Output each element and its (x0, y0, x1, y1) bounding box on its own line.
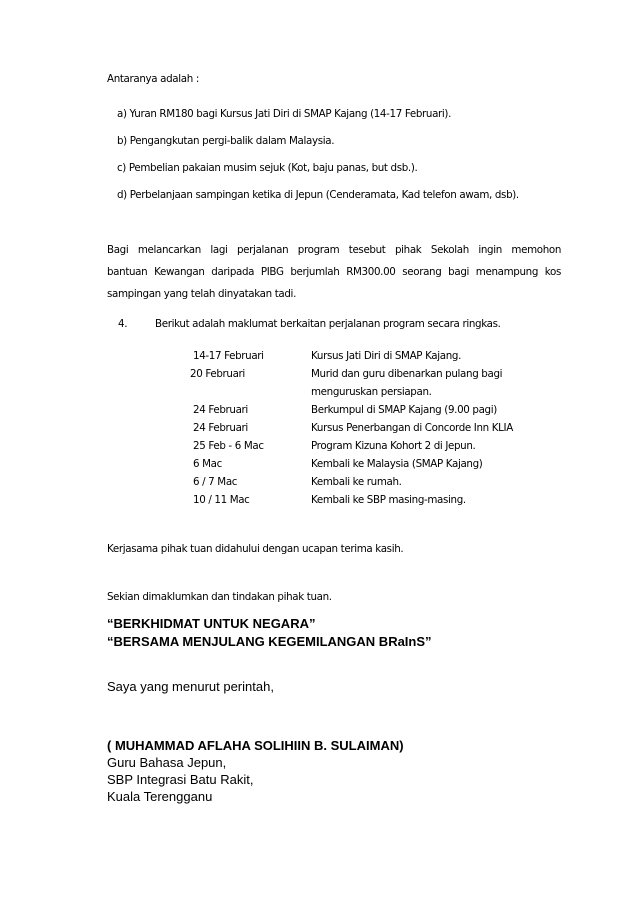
signatory-place: Kuala Terengganu (107, 789, 213, 804)
schedule-date: 24 Februari (193, 404, 248, 416)
closing-text: Sekian dimaklumkan dan tindakan pihak tuan. (107, 591, 332, 603)
signatory-name: ( MUHAMMAD AFLAHA SOLIHIIN B. SULAIMAN) (107, 738, 404, 753)
schedule-row (0, 440, 638, 459)
schedule-row (0, 350, 638, 369)
schedule-date: 25 Feb - 6 Mac (193, 440, 264, 452)
schedule-date: 6 Mac (193, 458, 222, 470)
paragraph-line: Bagi melancarkan lagi perjalanan program tesebut pihak Sekolah ingin memohon (107, 244, 561, 256)
schedule-row (0, 368, 638, 387)
paragraph-line: bantuan Kewangan daripada PIBG berjumlah RM300.00 seorang bagi menampung kos (107, 266, 561, 278)
schedule-event: Kursus Penerbangan di Concorde Inn KLIA (311, 422, 513, 434)
schedule-row (0, 386, 638, 405)
list-item: d) Perbelanjaan sampingan ketika di Jepun (Cenderamata, Kad telefon awam, dsb). (117, 189, 519, 201)
section-number: 4. (118, 318, 128, 330)
schedule-date: 10 / 11 Mac (193, 494, 250, 506)
section-heading: Berikut adalah maklumat berkaitan perjalanan program secara ringkas. (155, 318, 501, 330)
schedule-event: Kursus Jati Diri di SMAP Kajang. (311, 350, 462, 362)
schedule-date: 14-17 Februari (193, 350, 264, 362)
schedule-row (0, 404, 638, 423)
schedule-date: 6 / 7 Mac (193, 476, 238, 488)
schedule-date: 20 Februari (190, 368, 245, 380)
list-item: b) Pengangkutan pergi-balik dalam Malaysia. (117, 135, 335, 147)
intro-text: Antaranya adalah : (107, 73, 199, 85)
schedule-event: menguruskan persiapan. (311, 386, 432, 398)
signatory-school: SBP Integrasi Batu Rakit, (107, 772, 254, 787)
thanks-text: Kerjasama pihak tuan didahului dengan ucapan terima kasih. (107, 543, 404, 555)
schedule-event: Murid dan guru dibenarkan pulang bagi (311, 368, 503, 380)
paragraph-line: sampingan yang telah dinyatakan tadi. (107, 288, 296, 300)
signatory-role: Guru Bahasa Jepun, (107, 755, 227, 770)
schedule-event: Program Kizuna Kohort 2 di Jepun. (311, 440, 476, 452)
sign-off: Saya yang menurut perintah, (107, 679, 274, 694)
schedule-row (0, 458, 638, 477)
schedule-event: Berkumpul di SMAP Kajang (9.00 pagi) (311, 404, 497, 416)
schedule-event: Kembali ke SBP masing-masing. (311, 494, 466, 506)
schedule-event: Kembali ke Malaysia (SMAP Kajang) (311, 458, 483, 470)
schedule-row (0, 422, 638, 441)
list-item: a) Yuran RM180 bagi Kursus Jati Diri di SMAP Kajang (14-17 Februari). (117, 108, 452, 120)
motto-line: “BERSAMA MENJULANG KEGEMILANGAN BRaInS” (107, 634, 432, 649)
schedule-date: 24 Februari (193, 422, 248, 434)
schedule-row (0, 476, 638, 495)
motto-line: “BERKHIDMAT UNTUK NEGARA” (107, 616, 316, 631)
schedule-row (0, 494, 638, 513)
schedule-event: Kembali ke rumah. (311, 476, 402, 488)
list-item: c) Pembelian pakaian musim sejuk (Kot, baju panas, but dsb.). (117, 162, 418, 174)
